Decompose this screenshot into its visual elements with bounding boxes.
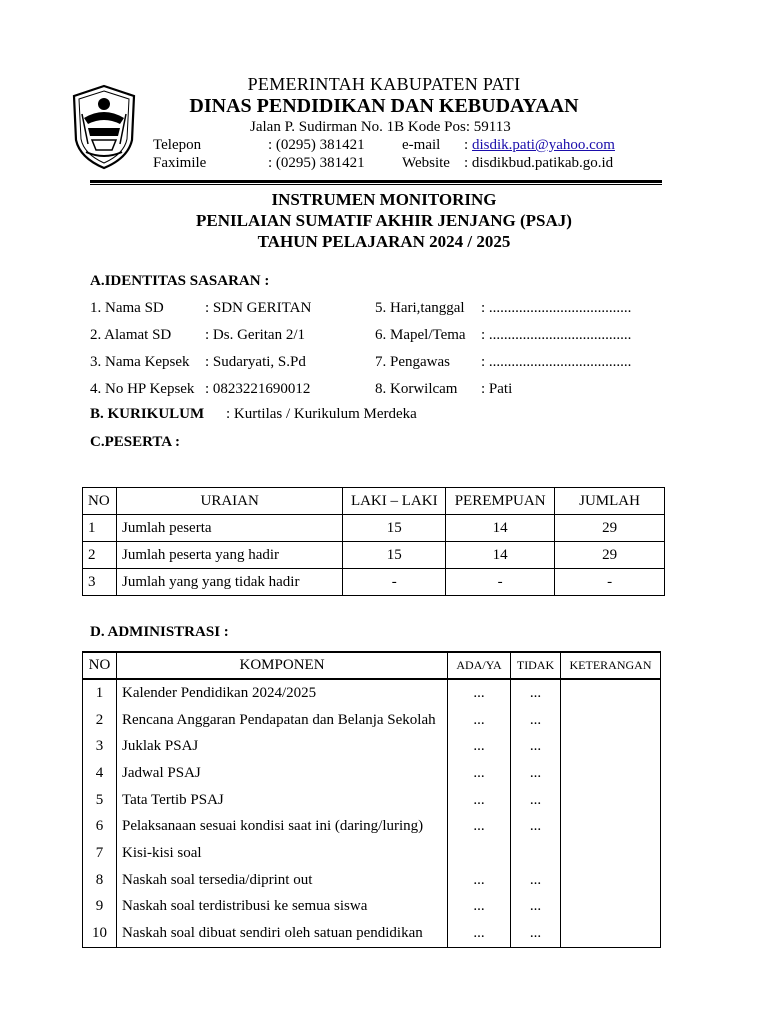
- table-row: [83, 679, 661, 707]
- cell-uraian: Jumlah peserta: [116, 515, 342, 542]
- letterhead-agency: DINAS PENDIDIKAN DAN KEBUDAYAAN: [189, 95, 579, 117]
- cell-keterangan: [561, 894, 661, 921]
- table-row: [83, 733, 661, 760]
- email-label: e-mail: [402, 137, 441, 153]
- cell-keterangan: [561, 867, 661, 894]
- cell-jumlah: 29: [555, 542, 665, 569]
- cell-perempuan: 14: [446, 515, 555, 542]
- cell-ada: ...: [448, 787, 511, 814]
- col-header-jumlah: JUMLAH: [555, 488, 665, 515]
- table-row: [83, 894, 661, 921]
- fax-value: : (0295) 381421: [268, 155, 365, 171]
- col-header-no: NO: [83, 488, 117, 515]
- cell-tidak: ...: [511, 813, 561, 840]
- col-header-tidak: TIDAK: [511, 652, 561, 679]
- cell-keterangan: [561, 813, 661, 840]
- email-link[interactable]: disdik.pati@yahoo.com: [472, 137, 615, 153]
- cell-tidak: ...: [511, 707, 561, 734]
- cell-jumlah: 29: [555, 515, 665, 542]
- cell-komponen: Jadwal PSAJ: [116, 760, 447, 787]
- table-row: [83, 787, 661, 814]
- email-colon: :: [464, 137, 469, 153]
- cell-tidak: ...: [511, 679, 561, 707]
- cell-tidak: [511, 840, 561, 867]
- cell-tidak: ...: [511, 733, 561, 760]
- cell-no: 2: [83, 542, 117, 569]
- cell-keterangan: [561, 707, 661, 734]
- identity-label-hp-kepsek: 4. No HP Kepsek: [90, 381, 195, 397]
- identity-value-pengawas: : ......................................: [481, 354, 632, 370]
- identity-value-nama-sd: : SDN GERITAN: [205, 300, 312, 316]
- cell-no: 2: [83, 707, 117, 734]
- cell-keterangan: [561, 733, 661, 760]
- cell-perempuan: 14: [446, 542, 555, 569]
- cell-laki: 15: [343, 542, 446, 569]
- website-label: Website: [402, 155, 450, 171]
- cell-komponen: Kisi-kisi soal: [116, 840, 447, 867]
- doc-title-3: TAHUN PELAJARAN 2024 / 2025: [257, 232, 511, 251]
- identity-label-nama-kepsek: 3. Nama Kepsek: [90, 354, 190, 370]
- doc-title-2: PENILAIAN SUMATIF AKHIR JENJANG (PSAJ): [196, 211, 572, 230]
- phone-label: Telepon: [153, 137, 202, 153]
- table-row: [83, 920, 661, 947]
- table-header-row: [83, 652, 661, 679]
- cell-ada: ...: [448, 679, 511, 707]
- cell-ada: ...: [448, 920, 511, 947]
- cell-komponen: Naskah soal terdistribusi ke semua siswa: [116, 894, 447, 921]
- cell-no: 8: [83, 867, 117, 894]
- cell-komponen: Rencana Anggaran Pendapatan dan Belanja Sekolah: [116, 707, 447, 734]
- table-row: [83, 515, 665, 542]
- cell-uraian: Jumlah peserta yang hadir: [116, 542, 342, 569]
- identity-label-korwilcam: 8. Korwilcam: [375, 381, 458, 397]
- cell-tidak: ...: [511, 760, 561, 787]
- letterhead-divider-thin: [90, 184, 662, 185]
- cell-no: 7: [83, 840, 117, 867]
- cell-komponen: Juklak PSAJ: [116, 733, 447, 760]
- cell-ada: ...: [448, 894, 511, 921]
- cell-tidak: ...: [511, 867, 561, 894]
- cell-keterangan: [561, 920, 661, 947]
- letterhead-address: Jalan P. Sudirman No. 1B Kode Pos: 59113: [250, 119, 511, 135]
- cell-ada: ...: [448, 707, 511, 734]
- cell-keterangan: [561, 840, 661, 867]
- identity-label-pengawas: 7. Pengawas: [375, 354, 450, 370]
- administration-table: [82, 651, 661, 948]
- letterhead-divider-thick: [90, 180, 662, 183]
- cell-no: 5: [83, 787, 117, 814]
- cell-komponen: Naskah soal tersedia/diprint out: [116, 867, 447, 894]
- col-header-perempuan: PEREMPUAN: [446, 488, 555, 515]
- cell-ada: ...: [448, 867, 511, 894]
- col-header-laki: LAKI – LAKI: [343, 488, 446, 515]
- table-row: [83, 867, 661, 894]
- cell-no: 1: [83, 679, 117, 707]
- cell-komponen: Tata Tertib PSAJ: [116, 787, 447, 814]
- identity-value-alamat-sd: : Ds. Geritan 2/1: [205, 327, 305, 343]
- col-header-keterangan: KETERANGAN: [561, 652, 661, 679]
- cell-ada: ...: [448, 733, 511, 760]
- cell-keterangan: [561, 679, 661, 707]
- cell-tidak: ...: [511, 920, 561, 947]
- identity-value-nama-kepsek: : Sudaryati, S.Pd: [205, 354, 306, 370]
- identity-label-alamat-sd: 2. Alamat SD: [90, 327, 172, 343]
- participants-table: [82, 487, 665, 596]
- cell-tidak: ...: [511, 787, 561, 814]
- cell-laki: -: [343, 569, 446, 596]
- table-header-row: [83, 488, 665, 515]
- cell-ada: [448, 840, 511, 867]
- cell-komponen: Pelaksanaan sesuai kondisi saat ini (daring/luring): [116, 813, 447, 840]
- cell-ada: ...: [448, 813, 511, 840]
- cell-laki: 15: [343, 515, 446, 542]
- identity-label-hari-tanggal: 5. Hari,tanggal: [375, 300, 465, 316]
- cell-no: 1: [83, 515, 117, 542]
- cell-ada: ...: [448, 760, 511, 787]
- doc-title-1: INSTRUMEN MONITORING: [271, 190, 497, 209]
- cell-komponen: Naskah soal dibuat sendiri oleh satuan pendidikan: [116, 920, 447, 947]
- section-b-label: B. KURIKULUM: [90, 406, 205, 422]
- cell-komponen: Kalender Pendidikan 2024/2025: [116, 679, 447, 707]
- table-row: [83, 840, 661, 867]
- website-value: : disdikbud.patikab.go.id: [464, 155, 614, 171]
- table-row: [83, 760, 661, 787]
- cell-keterangan: [561, 760, 661, 787]
- cell-jumlah: -: [555, 569, 665, 596]
- col-header-komponen: KOMPONEN: [116, 652, 447, 679]
- col-header-no: NO: [83, 652, 117, 679]
- phone-value: : (0295) 381421: [268, 137, 365, 153]
- table-row: [83, 542, 665, 569]
- cell-no: 4: [83, 760, 117, 787]
- cell-no: 3: [83, 569, 117, 596]
- identity-value-mapel: : ......................................: [481, 327, 632, 343]
- section-b-value: : Kurtilas / Kurikulum Merdeka: [226, 406, 417, 422]
- identity-label-nama-sd: 1. Nama SD: [90, 300, 164, 316]
- cell-no: 3: [83, 733, 117, 760]
- identity-label-mapel: 6. Mapel/Tema: [375, 327, 466, 343]
- table-row: [83, 569, 665, 596]
- cell-no: 6: [83, 813, 117, 840]
- cell-tidak: ...: [511, 894, 561, 921]
- section-d-heading: D. ADMINISTRASI :: [90, 624, 229, 640]
- identity-value-korwilcam: : Pati: [481, 381, 513, 397]
- cell-uraian: Jumlah yang yang tidak hadir: [116, 569, 342, 596]
- cell-keterangan: [561, 787, 661, 814]
- letterhead-government: PEMERINTAH KABUPATEN PATI: [247, 74, 521, 94]
- table-row: [83, 707, 661, 734]
- cell-no: 10: [83, 920, 117, 947]
- col-header-uraian: URAIAN: [116, 488, 342, 515]
- section-a-heading: A.IDENTITAS SASARAN :: [90, 273, 270, 289]
- col-header-ada: ADA/YA: [448, 652, 511, 679]
- cell-no: 9: [83, 894, 117, 921]
- section-c-heading: C.PESERTA :: [90, 434, 181, 450]
- identity-value-hp-kepsek: : 0823221690012: [205, 381, 311, 397]
- table-row: [83, 813, 661, 840]
- fax-label: Faximile: [153, 155, 207, 171]
- cell-perempuan: -: [446, 569, 555, 596]
- identity-value-hari-tanggal: : ......................................: [481, 300, 632, 316]
